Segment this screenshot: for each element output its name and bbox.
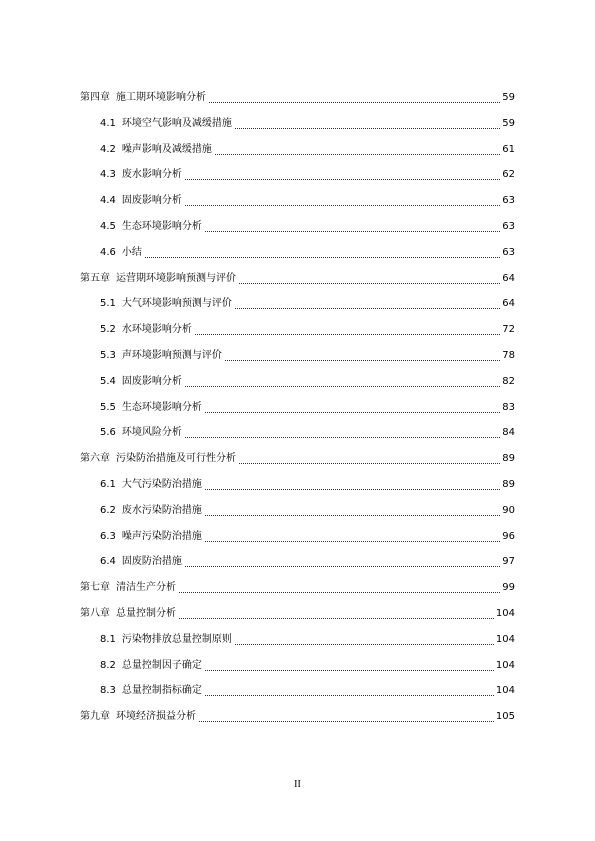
toc-entry-title: 环境经济损益分析 xyxy=(116,711,196,723)
toc-entry-title: 施工期环境影响分析 xyxy=(116,92,206,103)
toc-leader-dots xyxy=(195,332,500,335)
toc-page-number: 63 xyxy=(502,221,515,232)
toc-leader-dots xyxy=(185,435,500,438)
toc-entry-title: 生态环境影响分析 xyxy=(121,221,202,232)
toc-entry-label xyxy=(100,658,202,674)
toc-entry-title: 总量控制指标确定 xyxy=(121,685,202,697)
toc-entry-label xyxy=(100,425,182,441)
toc-page-number: 105 xyxy=(495,711,515,723)
toc-entry-label xyxy=(100,116,232,132)
toc-entry-title: 生态环境影响分析 xyxy=(121,401,202,413)
toc-entry-number: 8.2 xyxy=(100,659,116,671)
toc-entry-label xyxy=(80,90,206,106)
toc-page-number: 59 xyxy=(502,92,515,103)
toc-leader-dots xyxy=(205,229,500,232)
toc-page-number: 104 xyxy=(495,608,515,619)
toc-entry[interactable] xyxy=(0,271,595,287)
toc-leader-dots xyxy=(179,616,494,619)
toc-entry-title: 固废影响分析 xyxy=(121,375,182,387)
toc-entry-label xyxy=(100,529,202,545)
toc-leader-dots xyxy=(185,564,500,567)
toc-entry[interactable] xyxy=(0,296,595,312)
toc-entry-label xyxy=(100,503,202,519)
toc-entry-number: 6.2 xyxy=(100,504,116,516)
toc-page-number: 82 xyxy=(502,375,515,387)
toc-leader-dots xyxy=(215,152,500,155)
toc-leader-dots xyxy=(235,126,500,129)
toc-entry-label xyxy=(100,374,182,390)
toc-entry[interactable] xyxy=(0,116,595,132)
toc-entry-label xyxy=(80,606,176,622)
toc-entry[interactable] xyxy=(0,503,595,519)
toc-leader-dots xyxy=(239,281,500,284)
toc-page-number: 64 xyxy=(502,272,515,284)
toc-page-number: 89 xyxy=(502,479,515,490)
toc-entry[interactable] xyxy=(0,219,595,235)
toc-entry-label xyxy=(100,400,202,416)
toc-entry-number: 4.3 xyxy=(100,169,116,181)
toc-entry-title: 污染防治措施及可行性分析 xyxy=(116,453,236,465)
toc-entry[interactable] xyxy=(0,580,595,596)
toc-entry-number: 5.5 xyxy=(100,401,116,413)
toc-page-number: 63 xyxy=(502,246,515,258)
toc-entry-label xyxy=(100,142,212,158)
toc-leader-dots xyxy=(199,719,494,722)
toc-page-number: 78 xyxy=(502,350,515,361)
toc-leader-dots xyxy=(185,177,500,180)
toc-entry-number: 4.4 xyxy=(100,195,116,207)
toc-leader-dots xyxy=(145,255,500,258)
toc-page-number: 104 xyxy=(495,659,515,671)
toc-entry-title: 废水污染防治措施 xyxy=(121,504,202,516)
toc-page-number: 89 xyxy=(502,453,515,465)
toc-entry-title: 环境风险分析 xyxy=(121,427,182,439)
toc-entry-number: 4.5 xyxy=(100,221,116,232)
toc-entry[interactable] xyxy=(0,245,595,261)
toc-page-number: 90 xyxy=(502,504,515,516)
toc-leader-dots xyxy=(209,100,500,103)
toc-entry[interactable] xyxy=(0,425,595,441)
toc-leader-dots xyxy=(239,461,500,464)
toc-entry-number: 6.4 xyxy=(100,556,116,568)
toc-leader-dots xyxy=(205,513,500,516)
toc-entry-number: 第四章 xyxy=(80,92,110,103)
toc-entry[interactable] xyxy=(0,451,595,467)
toc-entry-title: 噪声污染防治措施 xyxy=(121,530,202,542)
toc-entry-label xyxy=(80,271,236,287)
toc-entry-title: 清洁生产分析 xyxy=(116,582,176,594)
toc-entry-title: 环境空气影响及减缓措施 xyxy=(121,117,232,129)
toc-entry-number: 4.6 xyxy=(100,246,116,258)
toc-entry[interactable] xyxy=(0,683,595,699)
toc-entry[interactable] xyxy=(0,529,595,545)
toc-entry[interactable] xyxy=(0,374,595,390)
toc-entry-number: 4.1 xyxy=(100,117,116,129)
toc-entry[interactable] xyxy=(0,90,595,106)
toc-entry[interactable] xyxy=(0,322,595,338)
toc-page-number: 63 xyxy=(502,195,515,207)
toc-entry-title: 污染物排放总量控制原则 xyxy=(121,633,232,645)
toc-entry-title: 固废防治措施 xyxy=(121,556,182,568)
toc-entry-label xyxy=(100,296,232,312)
toc-leader-dots xyxy=(185,384,500,387)
toc-entry-label xyxy=(100,554,182,570)
toc-entry-number: 5.2 xyxy=(100,324,116,336)
toc-entry-number: 6.3 xyxy=(100,530,116,542)
toc-entry-label xyxy=(100,322,192,338)
toc-entry[interactable] xyxy=(0,193,595,209)
toc-leader-dots xyxy=(235,642,494,645)
toc-page-number: 84 xyxy=(502,427,515,439)
toc-entry-number: 4.2 xyxy=(100,143,116,155)
toc-page-number: 104 xyxy=(495,685,515,697)
toc-entry-label xyxy=(100,683,202,699)
toc-entry-number: 8.1 xyxy=(100,633,116,645)
toc-entry[interactable] xyxy=(0,658,595,674)
toc-entry-title: 大气环境影响预测与评价 xyxy=(121,298,232,310)
toc-entry-label xyxy=(100,477,202,493)
toc-entry-number: 5.4 xyxy=(100,375,116,387)
toc-entry-number: 5.6 xyxy=(100,427,116,439)
toc-page-number: 97 xyxy=(502,556,515,568)
toc-page-number: 83 xyxy=(502,401,515,413)
toc-entry[interactable] xyxy=(0,400,595,416)
toc-leader-dots xyxy=(205,693,494,696)
toc-page-number: 62 xyxy=(502,169,515,181)
toc-page-number: 99 xyxy=(502,582,515,594)
toc-entry-label xyxy=(80,451,236,467)
toc-entry-label xyxy=(100,193,182,209)
toc-entry-title: 固废影响分析 xyxy=(121,195,182,207)
toc-entry-label xyxy=(100,167,182,183)
toc-leader-dots xyxy=(185,203,500,206)
toc-entry-number: 6.1 xyxy=(100,479,116,490)
toc-entry-number: 第六章 xyxy=(80,453,110,465)
toc-entry-label xyxy=(80,709,196,725)
toc-page-number: 61 xyxy=(502,143,515,155)
toc-entry-label xyxy=(100,219,202,235)
toc-entry-title: 总量控制因子确定 xyxy=(121,659,202,671)
toc-entry-title: 声环境影响预测与评价 xyxy=(121,350,222,361)
toc-entry[interactable] xyxy=(0,554,595,570)
toc-leader-dots xyxy=(205,539,500,542)
toc-entry[interactable] xyxy=(0,142,595,158)
toc-leader-dots xyxy=(205,668,494,671)
toc-entry-number: 第五章 xyxy=(80,272,110,284)
toc-page-number: 59 xyxy=(502,117,515,129)
toc-entry-label xyxy=(100,245,142,261)
toc-entry-number: 5.1 xyxy=(100,298,116,310)
toc-entry-label xyxy=(100,632,232,648)
toc-entry-number: 第九章 xyxy=(80,711,110,723)
toc-page-number: 104 xyxy=(495,633,515,645)
toc-entry-number: 5.3 xyxy=(100,350,116,361)
toc-leader-dots xyxy=(205,410,500,413)
toc-leader-dots xyxy=(205,487,500,490)
toc-entry[interactable] xyxy=(0,348,595,364)
toc-entry-title: 噪声影响及减缓措施 xyxy=(121,143,212,155)
toc-entry-number: 8.3 xyxy=(100,685,116,697)
toc-page-number: 72 xyxy=(502,324,515,336)
toc-entry-title: 小结 xyxy=(121,246,142,258)
toc-entry[interactable] xyxy=(0,477,595,493)
toc-entry-title: 水环境影响分析 xyxy=(121,324,192,336)
toc-leader-dots xyxy=(235,306,500,309)
toc-entry-label xyxy=(80,580,176,596)
toc-entry-title: 废水影响分析 xyxy=(121,169,182,181)
toc-leader-dots xyxy=(179,590,500,593)
toc-entry[interactable] xyxy=(0,606,595,622)
page-number-footer: II xyxy=(294,779,301,790)
toc-page-number: 64 xyxy=(502,298,515,310)
toc-entry[interactable] xyxy=(0,632,595,648)
toc-entry-title: 运营期环境影响预测与评价 xyxy=(116,272,236,284)
toc-entry-title: 总量控制分析 xyxy=(116,608,176,619)
toc-leader-dots xyxy=(225,358,500,361)
toc-page-number: 96 xyxy=(502,530,515,542)
toc-entry-number: 第七章 xyxy=(80,582,110,594)
toc-entry-title: 大气污染防治措施 xyxy=(121,479,202,490)
toc-entry-number: 第八章 xyxy=(80,608,110,619)
toc-entry-label xyxy=(100,348,222,364)
toc-entry[interactable] xyxy=(0,709,595,725)
toc-entry[interactable] xyxy=(0,167,595,183)
